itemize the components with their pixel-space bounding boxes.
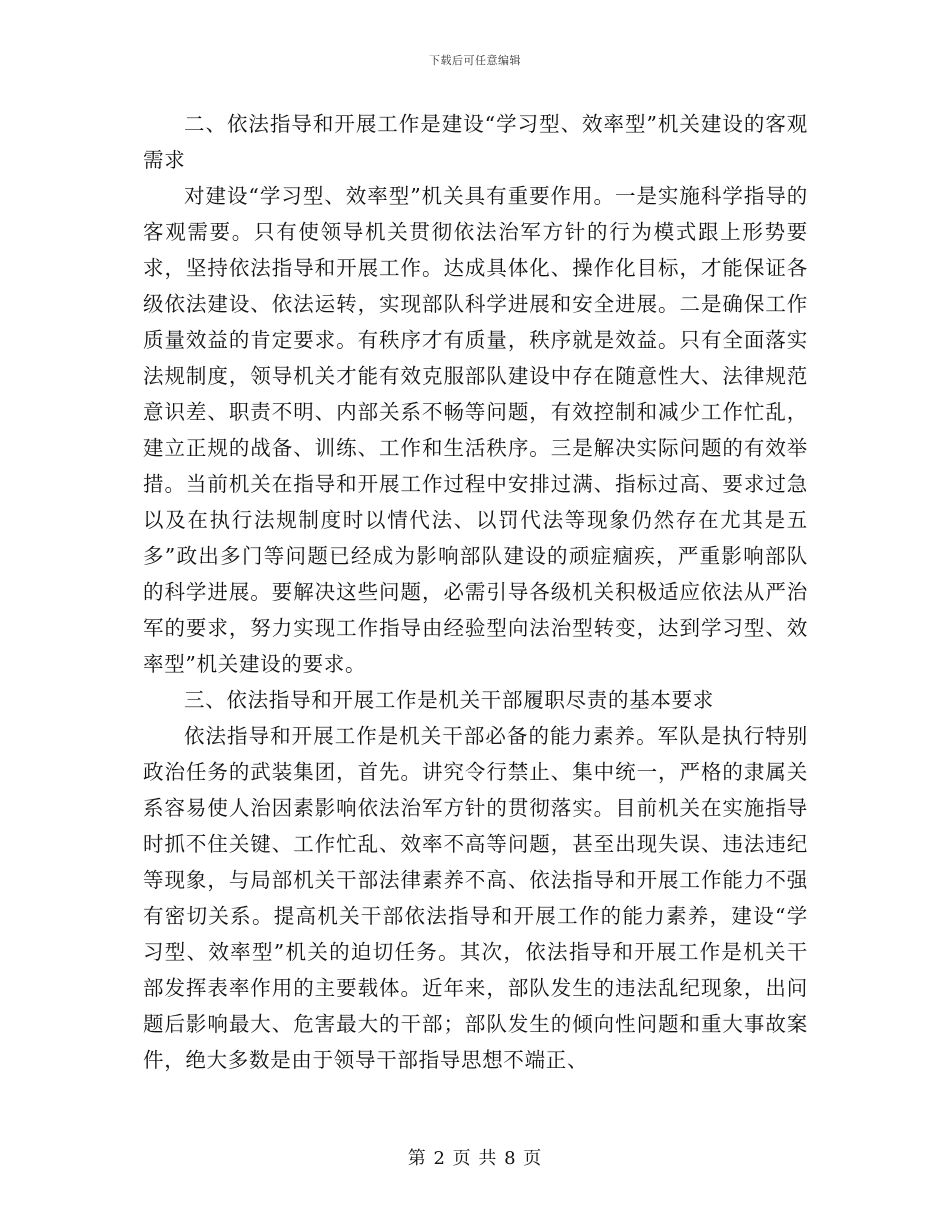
paragraph: 依法指导和开展工作是机关干部必备的能力素养。军队是执行特别政治任务的武装集团，首先。讲究令行禁止、集中统一，严格的隶属关系容易使人治因素影响依法治军方针的贯彻落实。目前机关在实施指导时抓不住关键、工作忙乱、效率不高等问题，甚至出现失误、违法违纪等现象，与局部机关干部法律素养不高、依法指导和开展工作能力不强有密切关系。提高机关干部依法指导和开展工作的能力素养，建设“学习型、效率型”机关的迫切任务。其次，依法指导和开展工作是机关干部发挥表率作用的主要载体。近年来，部队发生的违法乱纪现象，出问题后影响最大、危害最大的干部；部队发生的倾向性问题和重大事故案件，绝大多数是由于领导干部指导思想不端正、 bbox=[143, 724, 808, 1072]
paragraph: 对建设“学习型、效率型”机关具有重要作用。一是实施科学指导的客观需要。只有使领导机关贯彻依法治军方针的行为模式跟上形势要求，坚持依法指导和开展工作。达成具体化、操作化目标，才能保证各级依法建设、依法运转，实现部队科学进展和安全进展。二是确保工作质量效益的肯定要求。有秩序才有质量，秩序就是效益。只有全面落实法规制度，领导机关才能有效克服部队建设中存在随意性大、法律规范意识差、职责不明、内部关系不畅等问题，有效控制和减少工作忙乱，建立正规的战备、训练、工作和生活秩序。三是解决实际问题的有效举措。当前机关在指导和开展工作过程中安排过满、指标过高、要求过急以及在执行法规制度时以情代法、以罚代法等现象仍然存在尤其是五多”政出多门等问题已经成为影响部队建设的顽症痼疾，严重影响部队的科学进展。要解决这些问题，必需引导各级机关积极适应依法从严治军的要求，努力实现工作指导由经验型向法治型转变，达到学习型、效率型”机关建设的要求。 bbox=[143, 184, 808, 676]
section-heading-3: 三、依法指导和开展工作是机关干部履职尽责的基本要求 bbox=[184, 688, 714, 712]
page-footer: 第 2 页 共 8 页 bbox=[407, 1148, 543, 1169]
section-heading-2: 二、依法指导和开展工作是建设“学习型、效率型”机关建设的客观需求 bbox=[143, 112, 808, 172]
body-text bbox=[143, 106, 808, 1078]
page-header: 下载后可任意编辑 bbox=[429, 54, 521, 67]
